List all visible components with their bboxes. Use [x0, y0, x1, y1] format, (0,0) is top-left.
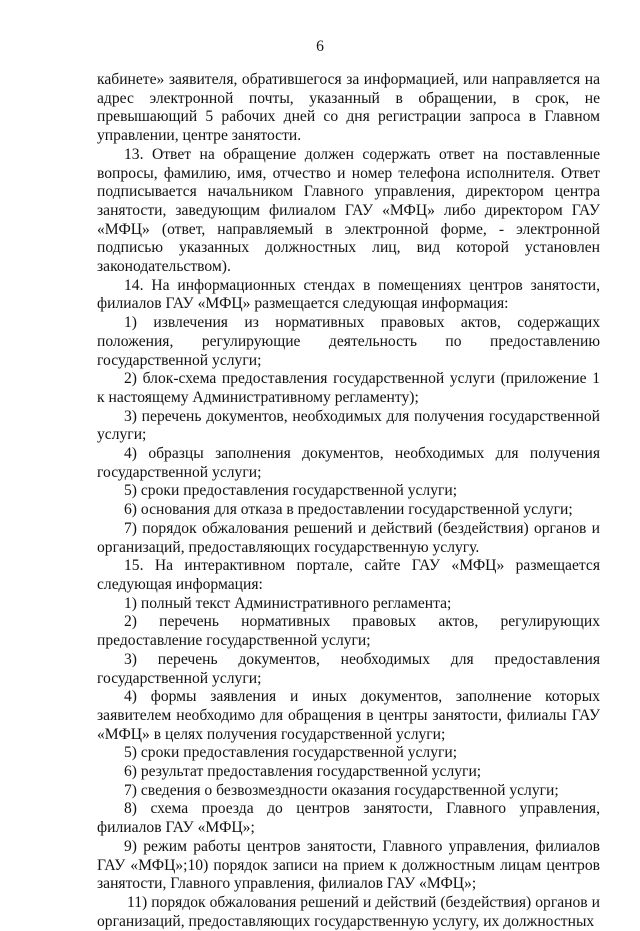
paragraph-13: 13. Ответ на обращение должен содержать ответ на поставленные вопросы, фамилию, имя, отчество и номер телефона исполнителя. Ответ подписывается начальником Главного управления, директором центра занятости, заведующим филиалом ГАУ «МФЦ» либо директором ГАУ «МФЦ» (ответ, направляемый в электронной форме, - электронной подписью указанных должностных лиц, вид которой установлен законодательством). [97, 145, 600, 276]
list-item: 1) полный текст Административного регламента; [124, 594, 452, 612]
list-item: 9) режим работы центров занятости, Главного управления, филиалов ГАУ «МФЦ»;10) порядок записи на прием к должностным лицам центров занятости, Главного управления, филиалов ГАУ «МФЦ»; [97, 837, 600, 893]
page-number: 6 [316, 38, 324, 55]
list-item: 4) формы заявления и иных документов, заполнение которых заявителем необходимо для обращения в центры занятости, филиалы ГАУ «МФЦ» в целях получения государственной услуги; [97, 688, 600, 743]
list-item: 2) перечень нормативных правовых актов, регулирующих предоставление государственной услуги; [97, 613, 600, 650]
list-item: 8) схема проезда до центров занятости, Главного управления, филиалов ГАУ «МФЦ»; [97, 800, 600, 837]
document-body [97, 71, 600, 931]
list-item: 11) порядок обжалования решений и действий (бездействия) органов и организаций, предоставляющих государственную услугу, их должностных [97, 893, 600, 930]
list-item: 2) блок-схема предоставления государственной услуги (приложение 1 к настоящему Административному регламенту); [97, 370, 600, 406]
list-item: 7) порядок обжалования решений и действий (бездействия) органов и организаций, предоставляющих государственную услугу. [97, 519, 600, 556]
list-item: 6) результат предоставления государственной услуги; [124, 763, 482, 781]
paragraph-14: 14. На информационных стендах в помещениях центров занятости, филиалов ГАУ «МФЦ» размещается следующая информация: [97, 276, 600, 313]
list-item: 4) образцы заполнения документов, необходимых для получения государственной услуги; [97, 445, 600, 481]
list-item: 7) сведения о безвозмездности оказания государственной услуги; [124, 781, 559, 799]
paragraph: кабинете» заявителя, обратившегося за информацией, или направляется на адрес электронной почты, указанный в обращении, в срок, не превышающий 5 рабочих дней со дня регистрации запроса в Главном управлении, центре занятости. [97, 71, 600, 145]
list-item: 5) сроки предоставления государственной услуги; [124, 482, 458, 500]
list-item: 3) перечень документов, необходимых для предоставления государственной услуги; [97, 650, 600, 687]
paragraph-15: 15. На интерактивном портале, сайте ГАУ «МФЦ» размещается следующая информация: [97, 557, 600, 593]
list-item: 6) основания для отказа в предоставлении государственной услуги; [124, 501, 573, 519]
list-item: 1) извлечения из нормативных правовых актов, содержащих положения, регулирующие деятельность по предоставлению государственной услуги; [97, 314, 600, 369]
list-item: 5) сроки предоставления государственной услуги; [124, 744, 458, 762]
list-item: 3) перечень документов, необходимых для получения государственной услуги; [97, 407, 600, 444]
